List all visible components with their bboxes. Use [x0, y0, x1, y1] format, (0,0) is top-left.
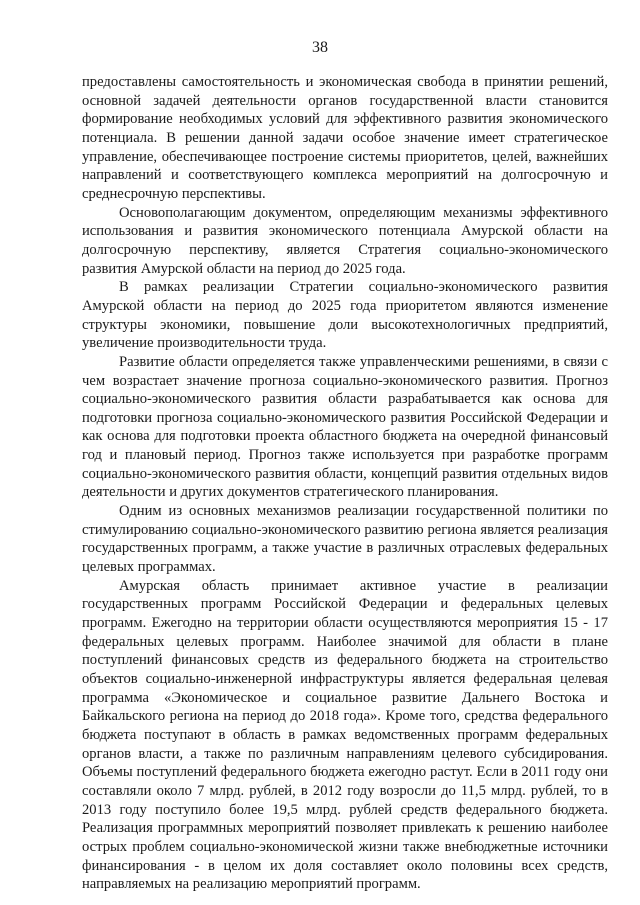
paragraph-forecast: Развитие области определяется также управленческими решениями, в связи с чем возрастает значение прогноза социально-экономического развития. Прогноз социально-экономического развития области разрабатывается как основа для подготовки прогноза социально-экономического развития Российской Федерации и как основа для подготовки проекта областного бюджета на очередной финансовый год и плановый период. Прогноз также используется при разработке программ социально-экономического развития области, концепций развития отдельных видов деятельности и других документов стратегического планирования.	[82, 353, 608, 501]
paragraph-federal-programs: Амурская область принимает активное участие в реализации государственных программ Российской Федерации и федеральных целевых программ. Ежегодно на территории области осуществляются мероприятия 15 - 17 федеральных целевых программ. Наиболее значимой для области в плане поступлений финансовых средств из федерального бюджета на строительство объектов социально-инженерной инфраструктуры является федеральная целевая программа «Экономическое и социальное развитие Дальнего Востока и Байкальского региона на период до 2018 года». Кроме того, средства федерального бюджета поступают в область в рамках ведомственных программ федеральных органов власти, а также по различным направлениям целевого субсидирования. Объемы поступлений федерального бюджета ежегодно растут. Если в 2011 году они составляли около 7 млрд. рублей, в 2012 году возросли до 11,5 млрд. рублей, то в 2013 году поступило более 19,5 млрд. рублей средств федерального бюджета. Реализация программных мероприятий позволяет привлекать к решению наиболее острых проблем социально-экономической жизни также внебюджетные источники финансирования - в целом их доля составляет около половины всех средств, направляемых на реализацию мероприятий программ.	[82, 577, 608, 893]
page-number: 38	[312, 39, 328, 56]
paragraph-strategic-management: предоставлены самостоятельность и экономическая свобода в принятии решений, основной задачей деятельности органов государственной власти становится формирование необходимых условий для эффективного развития экономического потенциала. В решении данной задачи особое значение имеет стратегическое управление, обеспечивающее построение системы приоритетов, целей, важнейших направлений и соответствующего комплекса мероприятий на долгосрочную и среднесрочную перспективы.	[82, 74, 608, 202]
paragraph-state-programs: Одним из основных механизмов реализации государственной политики по стимулированию социально-экономического развитию региона является реализация государственных программ, а также участие в различных отраслевых федеральных целевых программах.	[82, 503, 608, 576]
document-body	[82, 73, 608, 894]
paragraph-strategy-priorities: В рамках реализации Стратегии социально-экономического развития Амурской области на период до 2025 года приоритетом являются изменение структуры экономики, повышение доли высокотехнологичных предприятий, увеличение производительности труда.	[82, 279, 608, 352]
paragraph-strategy-document: Основополагающим документом, определяющим механизмы эффективного использования и развития экономического потенциала Амурской области на долгосрочную перспективу, является Стратегия социально-экономического развития Амурской области на период до 2025 года.	[82, 204, 608, 277]
